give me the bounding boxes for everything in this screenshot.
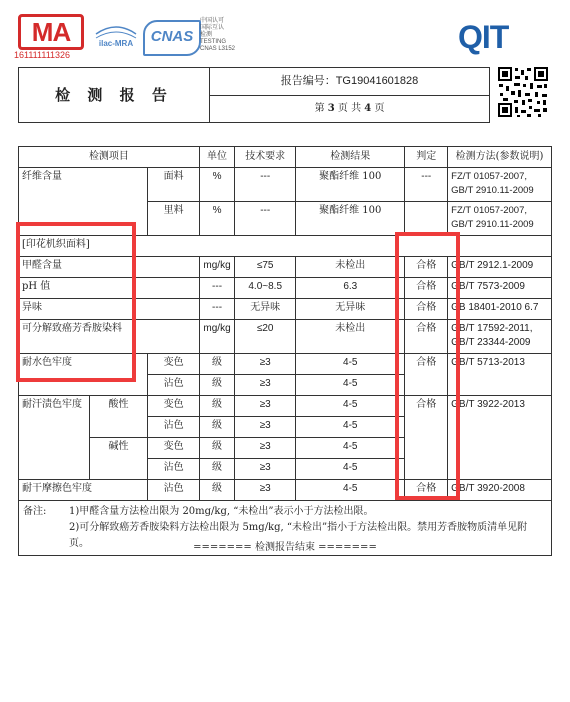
row-result: 6.3: [296, 278, 405, 299]
row-result: 无异味: [296, 299, 405, 320]
water-result: 4-5: [296, 375, 405, 396]
sweat-sub: 变色: [148, 438, 199, 459]
dry-item: 耐干摩擦色牢度: [19, 480, 148, 501]
cnas-caption-line: TESTING: [200, 39, 227, 45]
dry-judge: 合格: [405, 480, 448, 501]
row-item: pH 值: [19, 278, 200, 299]
sweat-unit: 级: [199, 417, 234, 438]
sweat-sub: 变色: [148, 396, 199, 417]
row-item: 甲醛含量: [19, 257, 200, 278]
fiber-req: ---: [235, 202, 296, 236]
ilac-mra-text: ilac-MRA: [98, 39, 134, 48]
row-method: GB/T 7573-2009: [448, 278, 552, 299]
cnas-logo: CNAS: [143, 20, 201, 56]
notes-label: 备注:: [23, 506, 47, 517]
report-header: [18, 67, 490, 123]
dry-unit: 级: [199, 480, 234, 501]
row-unit: mg/kg: [199, 320, 234, 354]
note-line: 1)甲醛含量方法检出限为 20mg/kg, “未检出”表示小于方法检出限。: [69, 506, 374, 517]
water-result: 4-5: [296, 354, 405, 375]
sweat-result: 4-5: [296, 417, 405, 438]
header-item: 检测项目: [19, 147, 200, 168]
cma-number: 161111111326: [14, 50, 71, 60]
sweat-item: 耐汗渍色牢度: [19, 396, 90, 480]
row-method: GB/T 17592-2011, GB/T 23344-2009: [448, 320, 552, 354]
page-total: 4: [364, 103, 372, 114]
fiber-result: 聚酯纤维 100: [296, 202, 405, 236]
header-requirement: 技术要求: [235, 147, 296, 168]
dry-req: ≥3: [235, 480, 296, 501]
row-method: GB/T 2912.1-2009: [448, 257, 552, 278]
sweat-result: 4-5: [296, 396, 405, 417]
sweat-req: ≥3: [235, 396, 296, 417]
fiber-sub: 面料: [148, 168, 199, 202]
row-judge: 合格: [405, 278, 448, 299]
row-unit: ---: [199, 278, 234, 299]
row-method: GB 18401-2010 6.7: [448, 299, 552, 320]
page-mid: 页 共: [337, 103, 362, 114]
water-sub: 变色: [148, 354, 199, 375]
sweat-req: ≥3: [235, 417, 296, 438]
sweat-judge: 合格: [405, 396, 448, 480]
cma-logo: MA: [18, 14, 84, 50]
header-method: 检测方法(参数说明): [448, 147, 552, 168]
table-row: [19, 168, 552, 202]
row-judge: 合格: [405, 320, 448, 354]
water-judge: 合格: [405, 354, 448, 396]
row-unit: ---: [199, 299, 234, 320]
page-suffix: 页: [374, 103, 385, 114]
highlight-box-items: [16, 222, 136, 382]
dry-result: 4-5: [296, 480, 405, 501]
qit-logo: QIT: [458, 19, 509, 55]
header-judgement: 判定: [405, 147, 448, 168]
water-req: ≥3: [235, 375, 296, 396]
table-header-row: [19, 147, 552, 168]
sweat-unit: 级: [199, 459, 234, 480]
section-label: [印花机织面料]: [19, 236, 552, 257]
row-judge: 合格: [405, 257, 448, 278]
report-end-marker: ======= 检测报告结束 =======: [193, 542, 377, 553]
sweat-result: 4-5: [296, 438, 405, 459]
row-judge: 合格: [405, 299, 448, 320]
header-result: 检测结果: [296, 147, 405, 168]
row-req: 4.0~8.5: [235, 278, 296, 299]
cnas-caption-line: CNAS L3152: [200, 46, 236, 52]
sweat-unit: 级: [199, 396, 234, 417]
row-req: ≤20: [235, 320, 296, 354]
fiber-judge: [405, 202, 448, 236]
sweat-sub: 沾色: [148, 459, 199, 480]
sweat-req: ≥3: [235, 438, 296, 459]
dry-sub: 沾色: [148, 480, 199, 501]
row-req: ≤75: [235, 257, 296, 278]
highlight-box-judgement: [395, 232, 460, 500]
report-number: 报告编号：TG19041601828: [210, 68, 489, 96]
row-unit: mg/kg: [199, 257, 234, 278]
row-result: 未检出: [296, 257, 405, 278]
water-req: ≥3: [235, 354, 296, 375]
sweat-group: 碱性: [89, 438, 148, 480]
water-unit: 级: [199, 375, 234, 396]
dry-method: GB/T 3920-2008: [448, 480, 552, 501]
water-unit: 级: [199, 354, 234, 375]
fiber-item: 纤维含量: [19, 168, 148, 236]
fiber-judge: ---: [405, 168, 448, 202]
sweat-method: GB/T 3922-2013: [448, 396, 552, 480]
sweat-req: ≥3: [235, 459, 296, 480]
row-req: 无异味: [235, 299, 296, 320]
page-prefix: 第: [314, 103, 325, 114]
sweat-unit: 级: [199, 438, 234, 459]
sweat-sub: 沾色: [148, 417, 199, 438]
ilac-mra-logo: [92, 20, 140, 48]
water-sub: 沾色: [148, 375, 199, 396]
row-item: 可分解致癌芳香胺染料: [19, 320, 200, 354]
fiber-req: ---: [235, 168, 296, 202]
row-result: 未检出: [296, 320, 405, 354]
page-current: 3: [327, 103, 335, 114]
fiber-result: 聚酯纤维 100: [296, 168, 405, 202]
cnas-caption-line: 中国认可: [200, 18, 225, 24]
sweat-group: 酸性: [89, 396, 148, 438]
table-row: [19, 396, 552, 417]
cnas-caption: [200, 18, 250, 53]
header-unit: 单位: [199, 147, 234, 168]
qr-code: [497, 66, 549, 118]
cnas-caption-line: 检测: [200, 32, 213, 38]
fiber-unit: %: [199, 168, 234, 202]
table-row: [19, 480, 552, 501]
row-item: 异味: [19, 299, 200, 320]
fiber-method: FZ/T 01057-2007, GB/T 2910.11-2009: [448, 202, 552, 236]
fiber-unit: %: [199, 202, 234, 236]
water-method: GB/T 5713-2013: [448, 354, 552, 396]
note-line: 2)可分解致癌芳香胺染料方法检出限为 5mg/kg, “未检出”指小于方法检出限。禁用芳香胺物质清单见附页。: [69, 522, 528, 549]
water-item: 耐水色牢度: [19, 354, 148, 396]
fiber-sub: 里料: [148, 202, 199, 236]
fiber-method: FZ/T 01057-2007, GB/T 2910.11-2009: [448, 168, 552, 202]
page-indicator: [210, 96, 489, 122]
cnas-caption-line: 国际互认: [200, 25, 225, 31]
sweat-result: 4-5: [296, 459, 405, 480]
report-title: 检 测 报 告: [19, 68, 210, 122]
